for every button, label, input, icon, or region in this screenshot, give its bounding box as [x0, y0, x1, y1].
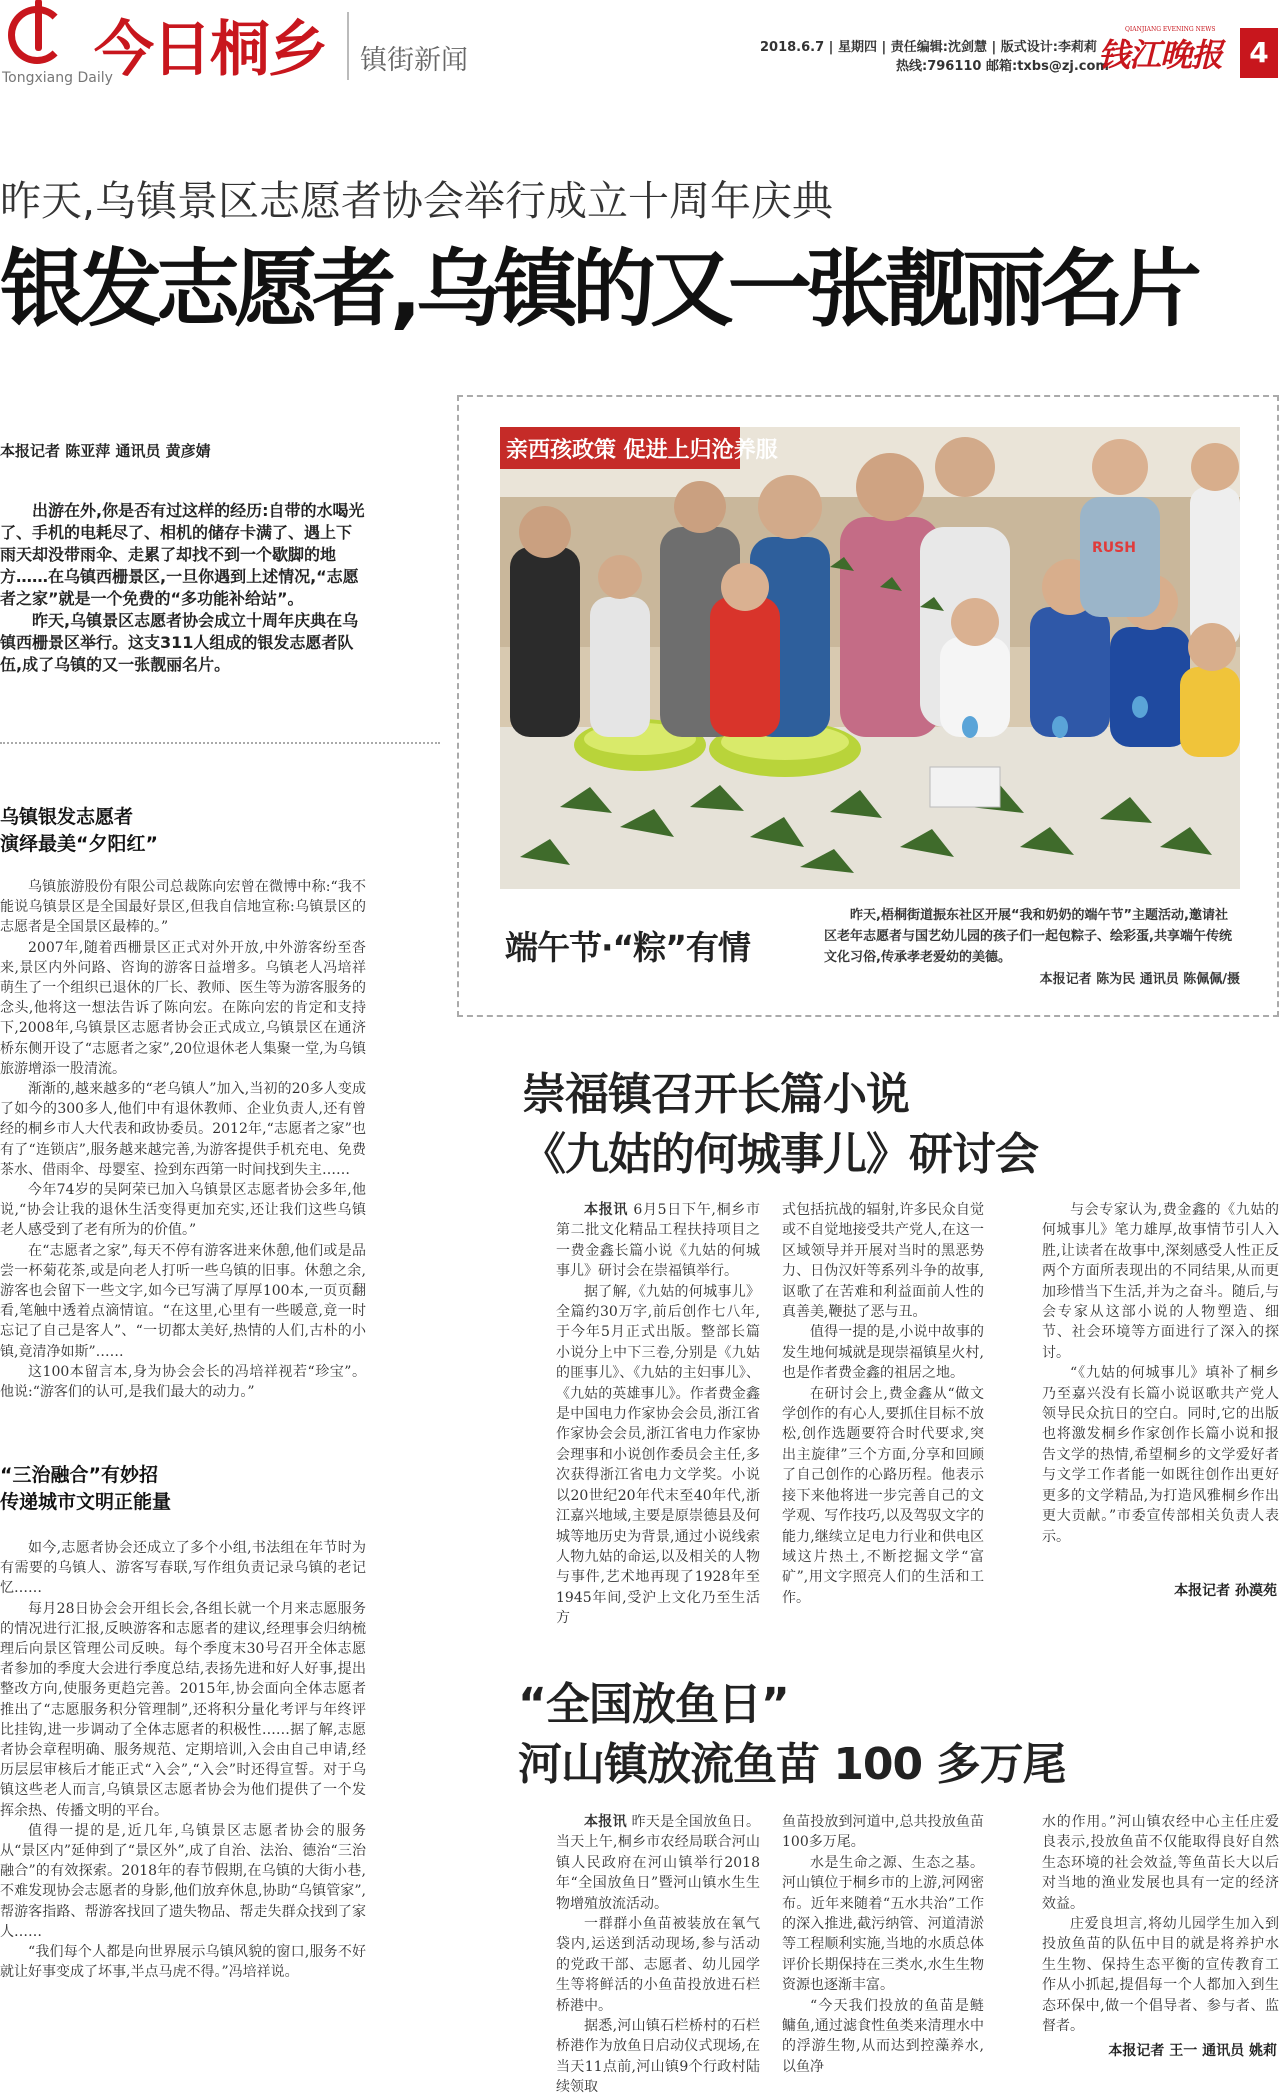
- paragraph-text: 一群群小鱼苗被装放在氧气袋内,运送到活动现场,参与活动的党政干部、志愿者、幼儿园学生等将鲜活的小鱼苗投放进石栏桥港中。: [556, 1916, 760, 2014]
- story3-col3: [1042, 1812, 1279, 2036]
- subhead-line: “三治融合”有妙招: [0, 1464, 158, 1486]
- body-paragraph: [782, 1200, 984, 1322]
- date-editor-line: 2018.6.7 | 星期四 | 责任编辑:沈剑慧 | 版式设计:李莉莉: [760, 40, 1097, 55]
- lead-paragraph: 昨天,乌镇景区志愿者协会成立十周年庆典在乌镇西栅景区举行。这支311人组成的银发志愿者队伍,成了乌镇的又一张靓丽名片。: [0, 611, 359, 674]
- lead-kicker: 昨天,乌镇景区志愿者协会举行成立十周年庆典: [0, 177, 834, 225]
- body-paragraph: [782, 1996, 984, 2078]
- story2-headline-line2: 《九姑的何城事儿》研讨会: [522, 1129, 1038, 1180]
- paragraph-text: 值得一提的是,小说中故事的发生地何城就是现崇福镇星火村,也是作者费金鑫的祖居之地。: [782, 1324, 984, 1382]
- body-paragraph: [782, 1322, 984, 1383]
- paragraph-text: 昨天是全国放鱼日。当天上午,桐乡市农经局联合河山镇人民政府在河山镇举行2018年“全国放鱼日”暨河山镇水生生物增殖放流活动。: [556, 1814, 761, 1912]
- paragraph-text: “《九姑的何城事儿》填补了桐乡乃至嘉兴没有长篇小说讴歌共产党人领导民众抗日的空白。同时,它的出版也将激发桐乡作家创作长篇小说和报告文学的热情,希望桐乡的文学爱好者与文学工作者能一如既往创作出更好更多的文学精品,为打造风雅桐乡作出更大贡献。”市委宣传部相关负责人表示。: [1042, 1365, 1279, 1545]
- newspaper-logo-icon: [8, 6, 66, 64]
- body-paragraph: [556, 1812, 760, 1914]
- page-number: 4: [1240, 28, 1278, 78]
- dragon-boat-festival-photo: [500, 427, 1240, 889]
- body-paragraph: “我们每个人都是向世界展示乌镇风貌的窗口,服务不好就让好事变成了坏事,半点马虎不得。”冯培祥说。: [0, 1944, 366, 1981]
- story2-col2: [782, 1200, 984, 1608]
- body-paragraph: [1042, 1200, 1279, 1363]
- subhead-line: 传递城市文明正能量: [0, 1491, 172, 1513]
- masthead-divider: [347, 12, 349, 80]
- contact-line: 热线:796110 邮箱:txbs@zj.com: [896, 59, 1109, 74]
- news-lead-label: 本报讯: [584, 1202, 629, 1218]
- partner-logo: 钱江晚报: [1098, 36, 1223, 74]
- paragraph-text: 6月5日下午,桐乡市第二批文化精品工程扶持项目之一费金鑫长篇小说《九姑的何城事儿》研讨会在崇福镇举行。: [556, 1202, 761, 1280]
- body-paragraph: 乌镇旅游股份有限公司总裁陈向宏曾在微博中称:“我不能说乌镇景区是全国最好景区,但我自信地宣称:乌镇景区的志愿者是全国景区最棒的。”: [0, 879, 366, 936]
- section-name: 镇街新闻: [360, 45, 468, 76]
- story3-headline-line2: 河山镇放流鱼苗 100 多万尾: [518, 1739, 1066, 1790]
- body-paragraph: [556, 2016, 760, 2098]
- body-paragraph: [1042, 1363, 1279, 1547]
- lead-byline: 本报记者 陈亚萍 通讯员 黄彦婧: [0, 442, 211, 460]
- section2-body: [0, 1538, 366, 1982]
- paragraph-text: 水的作用。”河山镇农经中心主任庄爱良表示,投放鱼苗不仅能取得良好自然生态环境的社会效益,等鱼苗长大以后对当地的渔业发展也具有一定的经济效益。: [1042, 1814, 1279, 1912]
- photo-credit: 本报记者 陈为民 通讯员 陈佩佩/摄: [1039, 972, 1240, 987]
- paragraph-text: 式包括抗战的辐射,许多民众自觉或不自觉地接受共产党人,在这一区域领导并开展对当时的黑恶势力、日伪汉奸等系列斗争的故事,讴歌了在苦难和利益面前人性的真善美,鞭挞了恶与丑。: [782, 1202, 984, 1321]
- body-paragraph: [782, 1384, 984, 1608]
- newspaper-english-name: Tongxiang Daily: [2, 70, 113, 86]
- photo-banner-text: 亲西孩政策 促进上归沧养服: [506, 438, 778, 463]
- body-paragraph: [556, 1200, 760, 1282]
- body-paragraph: [782, 1812, 984, 1853]
- paragraph-text: “今天我们投放的鱼苗是鲢鳙鱼,通过滤食性鱼类来清理水中的浮游生物,从而达到控藻养水,以鱼净: [782, 1997, 984, 2075]
- subhead-2: [0, 1462, 171, 1516]
- body-paragraph: [556, 1914, 760, 2016]
- story2-col3: [1042, 1200, 1279, 1547]
- dotted-divider: [0, 742, 440, 744]
- subhead-line: 演绎最美“夕阳红”: [0, 833, 158, 855]
- photo-illustration: [500, 427, 1240, 889]
- paragraph-text: 与会专家认为,费金鑫的《九姑的何城事儿》笔力雄厚,故事情节引人入胜,让读者在故事中,深刻感受人性正反两个方面所表现出的不同结果,从而更加珍惜当下生活,并为之奋斗。随后,与会专家从这部小说的人物塑造、细节、社会环境等方面进行了深入的探讨。: [1042, 1202, 1279, 1361]
- body-paragraph: 2007年,随着西栅景区正式对外开放,中外游客纷至沓来,景区内外问路、咨询的游客日益增多。乌镇老人冯培祥萌生了一个组织已退休的厂长、教师、医生等为游客服务的念头,他将这一想法告诉了陈向宏。在陈向宏的肯定和支持下,2008年,乌镇景区志愿者协会正式成立,乌镇景区在通济桥东侧开设了“志愿者之家”,20位退休老人集聚一堂,为乌镇旅游增添一股清流。: [0, 939, 366, 1077]
- paragraph-text: 据了解,《九姑的何城事儿》全篇约30万字,前后创作七八年,于今年5月正式出版。整部长篇小说分上中下三卷,分别是《九姑的匪事儿》、《九姑的主妇事儿》、《九姑的英雄事儿》。作者费金鑫是中国电力作家协会会员,浙江省作家协会会员,浙江省电力作家协会理事和小说创作委员会主任,多次获得浙江省电力文学奖。小说以20世纪20年代末至40年代,浙江嘉兴地域,主要是原崇德县及何城等地历史为背景,通过小说线索人物九姑的命运,以及相关的人物与事件,艺术地再现了1928年至1945年间,受沪上文化乃至生活方: [556, 1283, 760, 1627]
- body-paragraph: [1042, 1914, 1279, 2036]
- paragraph-text: 庄爱良坦言,将幼儿园学生加入到投放鱼苗的队伍中目的就是将养护水生生物、保持生态平衡的宣传教育工作从小抓起,提倡每一个人都加入到生态环保中,做一个倡导者、参与者、监督者。: [1042, 1916, 1279, 2035]
- news-lead-label: 本报讯: [584, 1814, 627, 1830]
- body-paragraph: 在“志愿者之家”,每天不停有游客进来休憩,他们或是品尝一杯菊花茶,或是向老人打听一些乌镇的旧事。休憩之余,游客也会留下一些文字,如今已写满了厚厚100本,一页页翻看,笔触中透着点滴情谊。“在这里,心里有一些暖意,竟一时忘记了自己是客人”、“一切都太美好,热情的人们,古朴的小镇,竟清净如斯”……: [0, 1242, 366, 1360]
- body-paragraph: [782, 1853, 984, 1996]
- body-paragraph: 今年74岁的吴阿荣已加入乌镇景区志愿者协会多年,他说,“协会让我的退休生活变得更加充实,还让我们这些乌镇老人感受到了老有所为的价值。”: [0, 1182, 366, 1239]
- body-paragraph: 每月28日协会会开组长会,各组长就一个月来志愿服务的情况进行汇报,反映游客和志愿者的建议,经理事会归纳梳理后向景区管理公司反映。每个季度末30号召开全体志愿者参加的季度大会进行季度总结,表扬先进和好人好事,提出整改方向,使服务更趋完善。2015年,协会面向全体志愿者推出了“志愿服务积分管理制”,还将积分量化考评与年终评比挂钩,进一步调动了全体志愿者的积极性……据了解,志愿者协会章程明确、服务规范、定期培训,入会由自己申请,经历层层审核后才能正式“入会”,“入会”时还得宣誓。对于乌镇这些老人而言,乌镇景区志愿者协会为他们提供了一个发挥余热、传播文明的平台。: [0, 1600, 366, 1819]
- subhead-1: [0, 804, 158, 858]
- body-paragraph: 值得一提的是,近几年,乌镇景区志愿者协会的服务从“景区内”延伸到了“景区外”,成了自治、法治、德治“三治融合”的有效探索。2018年的春节假期,在乌镇的大街小巷,不难发现协会志愿者的身影,他们放弃休息,协助“乌镇管家”,帮游客指路、帮游客找回了遗失物品、帮走失群众找到了家人……: [0, 1822, 366, 1940]
- story3-col2: [782, 1812, 984, 2075]
- body-paragraph: 渐渐的,越来越多的“老乌镇人”加入,当初的20多人变成了如今的300多人,他们中有退休教师、企业负责人,还有曾经的桐乡市人大代表和政协委员。2012年,“志愿者之家”也有了“连锁店”,服务越来越完善,为游客提供手机充电、免费茶水、借雨伞、母婴室、捡到东西第一时间找到失主……: [0, 1081, 366, 1178]
- body-paragraph: [556, 1282, 760, 1629]
- subhead-line: 乌镇银发志愿者: [0, 806, 134, 828]
- story2-col1: [556, 1200, 760, 1629]
- body-paragraph: [1042, 1812, 1279, 1914]
- partner-english-name: QIANJIANG EVENING NEWS: [1125, 26, 1216, 33]
- paragraph-text: 据悉,河山镇石栏桥村的石栏桥港作为放鱼日启动仪式现场,在当天11点前,河山镇9个行政村陆续领取: [556, 2018, 760, 2096]
- body-paragraph: 如今,志愿者协会还成立了多个小组,书法组在年节时为有需要的乌镇人、游客写春联,写作组负责记录乌镇的老记忆……: [0, 1540, 366, 1597]
- story2-credit: 本报记者 孙漠苑: [1174, 1583, 1277, 1599]
- lead-intro: [0, 500, 366, 676]
- paragraph-text: 在研讨会上,费金鑫从“做文学创作的有心人,要抓住目标不放松,创作选题要符合时代要求,突出主旋律”三个方面,分享和回顾了自己创作的心路历程。他表示接下来他将进一步完善自己的文学观、写作技巧,以及驾驭文字的能力,继续立足电力行业和供电区域这片热土,不断挖掘文学“富矿”,用文字照亮人们的生活和工作。: [782, 1385, 984, 1606]
- lead-headline: 银发志愿者,乌镇的又一张靓丽名片: [0, 240, 1196, 338]
- lead-paragraph: 出游在外,你是否有过这样的经历:自带的水喝光了、手机的电耗尽了、相机的储存卡满了、遇上下雨天却没带雨伞、走累了却找不到一个歇脚的地方……在乌镇西栅景区,一旦你遇到上述情况,“志愿者之家”就是一个免费的“多功能补给站”。: [0, 501, 365, 608]
- story3-col1: [556, 1812, 761, 2096]
- photo-caption-text: 昨天,梧桐街道振东社区开展“我和奶奶的端午节”主题活动,邀请社区老年志愿者与国艺幼儿园的孩子们一起包粽子、绘彩蛋,共享端午传统文化习俗,传承孝老爱幼的美德。: [824, 908, 1232, 965]
- story3-credit: 本报记者 王一 通讯员 姚莉: [1108, 2043, 1277, 2059]
- shirt-print-text: RUSH: [1092, 540, 1136, 556]
- photo-feature-title: 端午节·“粽”有情: [505, 928, 750, 967]
- paragraph-text: 水是生命之源、生态之基。河山镇位于桐乡市的上游,河网密布。近年来随着“五水共治”工作的深入推进,截污纳管、河道清淤等工程顺利实施,当地的水质总体评价长期保持在三类水,水生生物资源也逐渐丰富。: [782, 1854, 984, 1994]
- section1-body: [0, 877, 366, 1402]
- newspaper-name: 今日桐乡: [94, 15, 326, 85]
- body-paragraph: 这100本留言本,身为协会会长的冯培祥视若“珍宝”。他说:“游客们的认可,是我们最大的动力。”: [0, 1363, 366, 1401]
- story3-headline-line1: “全国放鱼日”: [518, 1679, 789, 1730]
- story2-headline-line1: 崇福镇召开长篇小说: [522, 1069, 909, 1120]
- paragraph-text: 鱼苗投放到河道中,总共投放鱼苗100多万尾。: [782, 1814, 984, 1851]
- photo-caption: [824, 905, 1240, 968]
